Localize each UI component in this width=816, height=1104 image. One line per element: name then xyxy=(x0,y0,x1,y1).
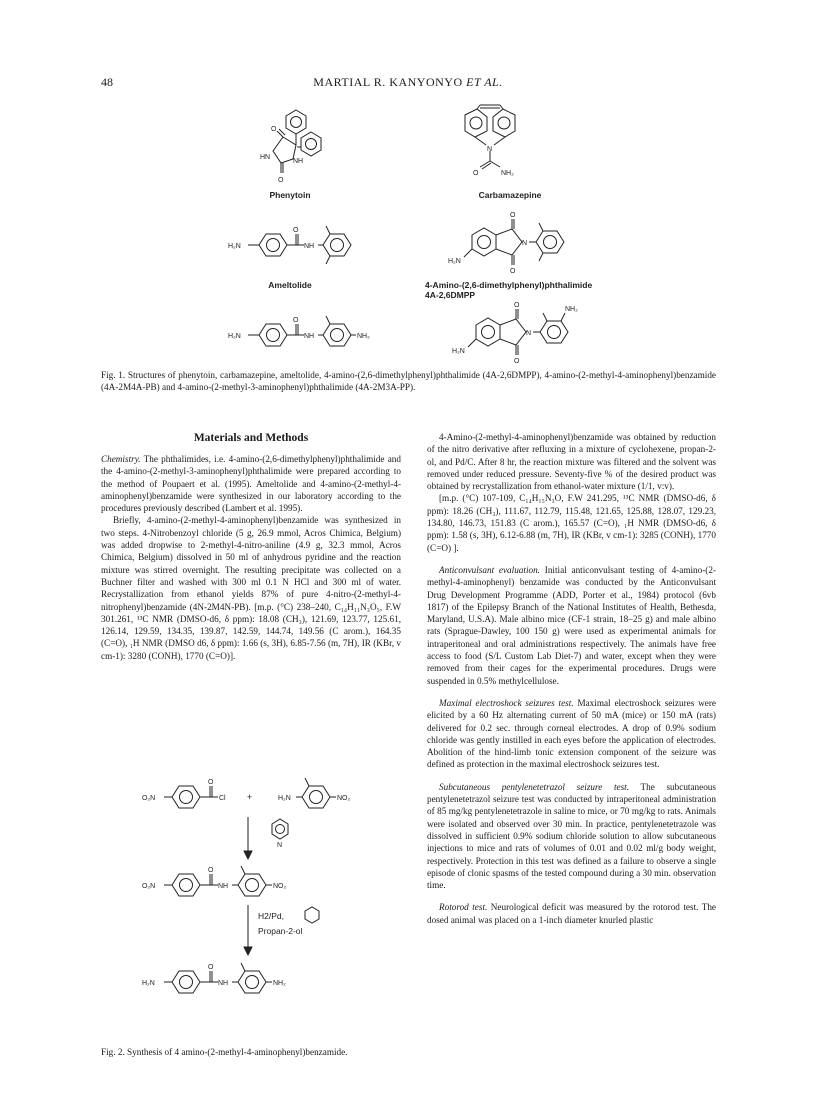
figure-2-caption: Fig. 2. Synthesis of 4 amino-(2-methyl-4-aminophenyl)benzamide. xyxy=(101,1047,348,1057)
atom-h2n: H₂N xyxy=(228,243,241,250)
run-in-heading: Rotorod test. xyxy=(439,902,488,913)
atom-nh2: NH₂ xyxy=(357,333,370,340)
paragraph-synthesis: Briefly, 4-amino-(2-methyl-4-aminophenyl)benzamide was synthesized in two steps. 4-Nitrobenzoyl chloride (5 g, 26.9 mmol, Acros Chimica, Belgium) was added dropwise to 2-methyl-4-nitro-aniline (4.9 g, 32.3 mmol, Acros Chimica, Belgium) dissolved in 50 ml of anhydrous pyridine and the reaction mixture was stirred overnight. The resulting precipitate was collected on a Buchner filter and washed with 300 ml 0.1 N HCl and 300 ml of water. Recrystallization from ethanol yields 87% of pure 4-nitro-(2-methyl-4-nitrophenyl)benzamide (4N-2M4N-PB). [m.p. (°C) 238–240, C₁₄H₁₁N₃O₅, F.W 301.261, ¹³C NMR (DMSO-d6, δ ppm): 18.08 (CH₃), 121.69, 123.77, 125.61, 126.14, 129.59, 134.35, 139.87, 142.59, 144.74, 149.56 (C arom.), 164.35 (C=O), ₁H NMR (DMSO d6, δ ppm): 1.66 (s, 3H), 6.85-7.56 (m, 7H), IR (KBr, v cm-1): 3280 (CONH), 1770 (C=O)]. xyxy=(101,515,401,661)
atom-n: N xyxy=(522,240,528,247)
product-benzamide xyxy=(164,963,272,993)
running-head-et-al: ET AL. xyxy=(466,75,503,89)
plus-sign: + xyxy=(247,792,253,802)
paragraph-rotorod-test xyxy=(427,901,716,926)
atom-h2n: H₂N xyxy=(452,348,465,355)
atom-o: O xyxy=(208,779,214,786)
atom-cl: Cl xyxy=(219,795,226,802)
atom-nh2: NH₂ xyxy=(273,980,286,987)
atom-o: O xyxy=(510,268,516,275)
label-dmpp-abbrev: 4A-2,6DMPP xyxy=(425,290,476,300)
paragraph-text: Initial anticonvulsant testing of 4-amino-(2-methyl-4-aminophenyl) benzamide was conducted by the Anticonvulsant Drug Development Programme (ADD, Porter et al., 1984) protocol (6vb 1817) of the Epilepsy Branch of the National Institutes of Health, Bethesda, Maryland, U.S.A). Male albino mice (CF-1 strain, 18–25 g) and male albino rats (Sprague-Dawley, 100 150 g) were used as experimental animals for intraperitoneal and oral administrations respectively. The animals have free access to food (S/L Custom Lab Diet-7) and water, except when they were removed from their cages for the experimental procedures. Drugs were suspended in 0.5% methylcellulose. xyxy=(427,564,716,686)
atom-o: O xyxy=(293,227,299,234)
carbamazepine-structure xyxy=(465,105,515,169)
ameltolide-structure xyxy=(248,226,351,264)
atom-h2n: H₂N xyxy=(448,258,461,265)
label-dmpp xyxy=(425,280,655,300)
atom-n: N xyxy=(526,330,532,337)
reagent-solvent: Propan-2-ol xyxy=(258,926,303,936)
atom-o: O xyxy=(208,964,214,971)
figure-2-synthesis-scheme xyxy=(130,775,400,1030)
label-carbamazepine: Carbamazepine xyxy=(478,190,542,200)
label-dmpp-name: 4-Amino-(2,6-dimethylphenyl)phthalimide xyxy=(425,280,593,290)
atom-nh: NH xyxy=(218,980,229,987)
label-ameltolide: Ameltolide xyxy=(268,280,312,290)
atom-o: O xyxy=(510,212,516,219)
atom-o2n: O₂N xyxy=(142,795,156,802)
run-in-heading: Chemistry. xyxy=(101,454,141,464)
paragraph-reduction: 4-Amino-(2-methyl-4-aminophenyl)benzamide was obtained by reduction of the nitro derivative after refluxing in a mixture of cyclohexene, propan-2-ol, and Pd/C. After 8 hr, the reaction mixture was filtered and the solvent was removed under reduced pressure. Seventy-five % of the desired product was obtained by recrystallization from ethanol-water mixture (1/1, v:v). xyxy=(427,432,716,492)
atom-no2: NO₂ xyxy=(337,795,351,802)
atom-o: O xyxy=(293,317,299,324)
run-in-heading: Anticonvulsant evaluation. xyxy=(439,564,540,575)
4a-2m4a-pb-structure xyxy=(248,316,356,346)
paragraph-text: Neurological deficit was measured by the rotorod test. The dosed animal was placed on a 1-inch diameter knurled plastic xyxy=(427,902,716,925)
paragraph-text: The subcutaneous pentylenetetrazol seizure test was conducted by intraperitoneal administration of 85 mg/kg pentylenetetrazole in saline to mice, or 70 mg/kg to rats. Animals were isolated and observed over 30 min. In practice, pentylenetetrazole was dissolved in sufficient 0.9% sodium chloride solution to allow subcutaneous injections to mice and rats of volumes of 0.01 and 0.02 ml/g body weight, respectively. Protection in this test was defined as a failure to observe a single episode of clonic spasms of the tested compound during a 30 min. observation time. xyxy=(427,781,716,891)
atom-o: O xyxy=(208,867,214,874)
dmpp-structure xyxy=(464,219,564,265)
atom-o: O xyxy=(278,177,284,184)
left-column xyxy=(101,453,401,662)
running-head xyxy=(0,75,816,90)
reactant-nitrobenzoyl-chloride xyxy=(164,786,218,808)
reactant-methyl-nitroaniline xyxy=(296,778,336,808)
figure-1-structures xyxy=(180,95,640,365)
arrow-head xyxy=(244,947,252,955)
run-in-heading: Maximal electroshock seizures test. xyxy=(439,697,574,708)
label-phenytoin: Phenytoin xyxy=(269,190,311,200)
run-in-heading: Subcutaneous pentylenetetrazol seizure test. xyxy=(439,781,630,792)
figure-1-caption: Fig. 1. Structures of phenytoin, carbamazepine, ameltolide, 4-amino-(2,6-dimethylphenyl)phthalimide (4A-2,6DMPP), 4-amino-(2-methyl-4-aminophenyl)benzamide (4A-2M4A-PB) and 4-amino-(2-methyl-3-aminophenyl)phthalimide (4A-2M3A-PP). xyxy=(101,370,716,392)
paragraph-characterization: [m.p. (°C) 107-109, C₁₄H₁₅N₃O, F.W 241.295, ¹³C NMR (DMSO-d6, δ ppm): 18.26 (CH₃), 111.67, 112.79, 115.48, 121.65, 125.88, 128.07, 129.23, 134.80, 146.73, 151.83 (C arom.), 165.57 (C=O), ₁H NMR (DMSO-d6, δ ppm): 1.58 (s, 3H), 6.12-6.88 (m, 7H), IR (KBr, v cm-1): 3285 (CONH), 1770 (C=O) ]. xyxy=(427,493,716,553)
atom-h2n: H₂N xyxy=(278,795,291,802)
atom-nh: NH xyxy=(218,883,229,890)
atom-nh2: NH₂ xyxy=(501,170,514,177)
atom-o: O xyxy=(473,170,479,177)
paragraph-anticonvulsant xyxy=(427,564,716,687)
atom-nh: NH xyxy=(293,158,304,165)
paragraph-text: The phthalimides, i.e. 4-amino-(2,6-dimethylphenyl)phthalimide and the 4-amino-(2-methyl-3-aminophenyl)phthalimide were prepared according to the method of Poupaert et al. (1995). Ameltolide and 4-amino-(2-methyl-4-aminophenyl)benzamide were synthesized in our laboratory according to the procedures previously described (Lambert et al. 1995). xyxy=(101,454,401,514)
atom-hn: HN xyxy=(260,154,271,161)
page-number: 48 xyxy=(101,75,113,89)
atom-h2n: H₂N xyxy=(228,333,241,340)
atom-nh2: NH₂ xyxy=(565,306,578,313)
atom-no2: NO₂ xyxy=(273,883,287,890)
atom-o: O xyxy=(514,302,520,309)
atom-n: N xyxy=(277,842,283,849)
atom-nh: NH xyxy=(304,243,315,250)
arrow-head xyxy=(244,851,252,859)
reagent-hydrogen-pd: H2/Pd, xyxy=(258,911,284,921)
right-column xyxy=(427,431,716,926)
running-head-authors: MARTIAL R. KANYONYO xyxy=(313,75,463,89)
atom-n: N xyxy=(487,146,493,153)
paragraph-mes-test xyxy=(427,697,716,771)
4a-2m3a-pp-structure xyxy=(468,309,568,355)
atom-nh: NH xyxy=(304,333,315,340)
intermediate-nitro-benzamide xyxy=(164,866,272,896)
pyridine-structure xyxy=(272,819,288,839)
paragraph-text: Maximal electroshock seizures were elicited by a 60 Hz alternating current of 50 mA (mice) or 150 mA (rats) delivered for 0.2 sec. through corneal electrodes. A drop of 0.9% sodium chloride was gently instilled in each eyes before the application of electrodes. Abolition of the hind-limb tonic extension component of the seizure was defined as protection in the maximal electroshock seizures test. xyxy=(427,697,716,770)
atom-o2n: O₂N xyxy=(142,883,156,890)
paragraph-scptz-test xyxy=(427,781,716,892)
section-title: Materials and Methods xyxy=(193,432,309,444)
atom-h2n: H₂N xyxy=(142,980,155,987)
atom-o: O xyxy=(271,126,277,133)
atom-o: O xyxy=(514,358,520,365)
paragraph-chemistry xyxy=(101,453,401,514)
